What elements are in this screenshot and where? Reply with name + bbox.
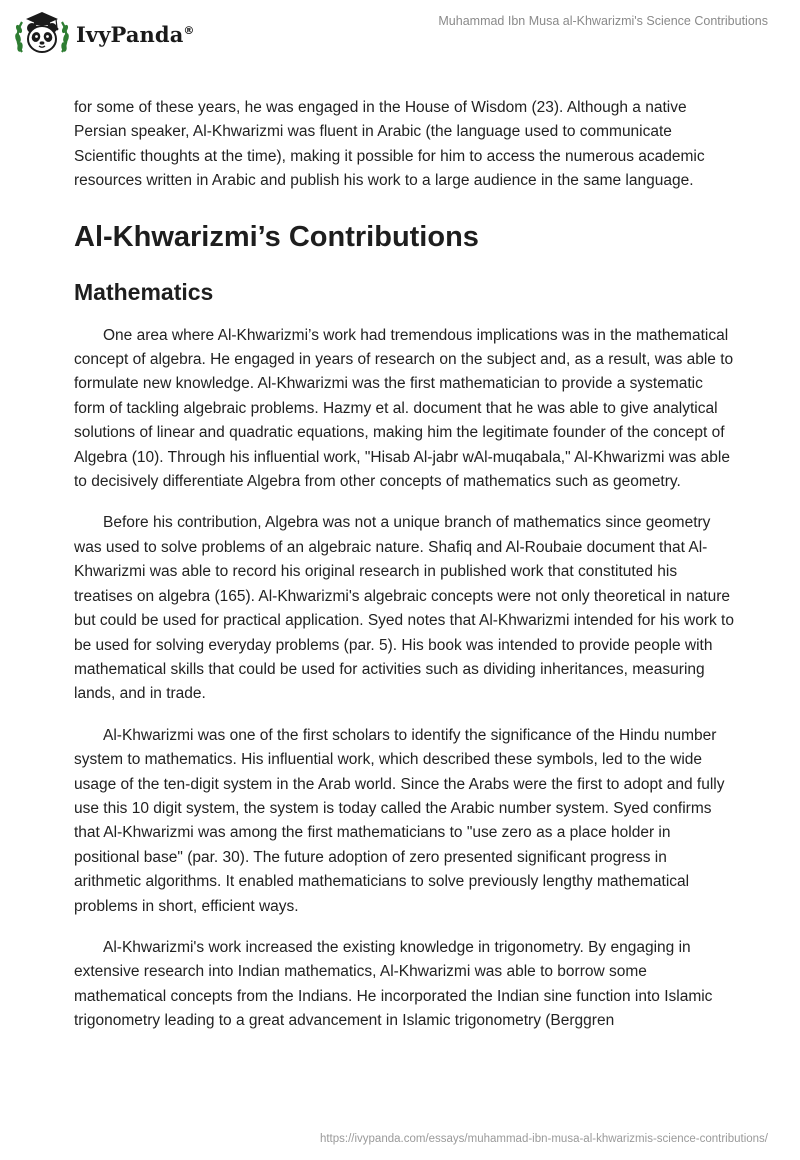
source-url-link[interactable]: https://ivypanda.com/essays/muhammad-ibn-musa-al-khwarizmis-science-contributions/ [319,1133,768,1145]
registered-mark: ® [183,23,195,37]
intro-paragraph: for some of these years, he was engaged in the House of Wisdom (23). Although a native Persian speaker, Al-Khwarizmi was fluent in Arabic (the language used to communicate Scientific thoughts at the time), making it possible for him to access the numerous academic resources written in Arabic and publish his work to a large audience in the same language. [74,99,705,190]
brand-name: IvyPanda® [76,21,195,47]
document-title: Muhammad Ibn Musa al-Khwarizmi's Science Contributions [438,14,768,28]
subsection-heading: Mathematics [74,278,214,305]
panda-graduate-icon [12,8,72,60]
body-paragraph: Al-Khwarizmi was one of the first scholars to identify the significance of the Hindu number system to mathematics. His influential work, which described these symbols, led to the wide usage of the ten-digit system in the Arab world. Since the Arabs were the first to adopt and fully use this 10 digit system, the system is today called the Arabic number system. Syed confirms that Al-Khwarizmi was among the first mathematicians to "use zero as a place holder in positional base" (par. 30). The future adoption of zero presented significant progress in arithmetic algorithms. It enabled mathematicians to solve previously lengthy mathematical problems in short, efficient ways. [74,726,725,915]
brand-logo[interactable] [12,8,195,60]
body-paragraph: Al-Khwarizmi's work increased the existing knowledge in trigonometry. By engaging in extensive research into Indian mathematics, Al-Khwarizmi was able to borrow some mathematical concepts from the Indians. He incorporated the Indian sine function into Islamic trigonometry leading to a great advancement in Islamic trigonometry (Berggren [74,938,713,1030]
body-paragraph: Before his contribution, Algebra was not a unique branch of mathematics since geometry was used to solve problems of an algebraic nature. Shafiq and Al-Roubaie document that Al-Khwarizmi was able to record his original research in published work that constituted his treatises on algebra (165). Al-Khwarizmi's algebraic concepts were not only theoretical in nature but could be used for practical application. Syed notes that Al-Khwarizmi intended for his work to be used for solving everyday problems (par. 5). His book was intended to provide people with mathematical skills that could be used for activities such as dividing inheritances, measuring lands, and in trade. [74,514,734,703]
page-header [0,0,800,66]
body-paragraph: One area where Al-Khwarizmi’s work had tremendous implications was in the mathematical concept of algebra. He engaged in years of research on the subject and, as a result, was able to formulate new knowledge. Al-Khwarizmi was the first mathematician to provide a systematic form of tackling algebraic problems. Hazmy et al. document that he was able to give analytical solutions of linear and quadratic equations, making him the legitimate founder of the concept of Algebra (10). Through his influential work, "Hisab Al-jabr wAl-muqabala," Al-Khwarizmi was able to decisively differentiate Algebra from other concepts of mathematics such as geometry. [74,326,734,491]
section-heading: Al-Khwarizmi’s Contributions [74,220,479,253]
essay-body [74,70,734,1051]
